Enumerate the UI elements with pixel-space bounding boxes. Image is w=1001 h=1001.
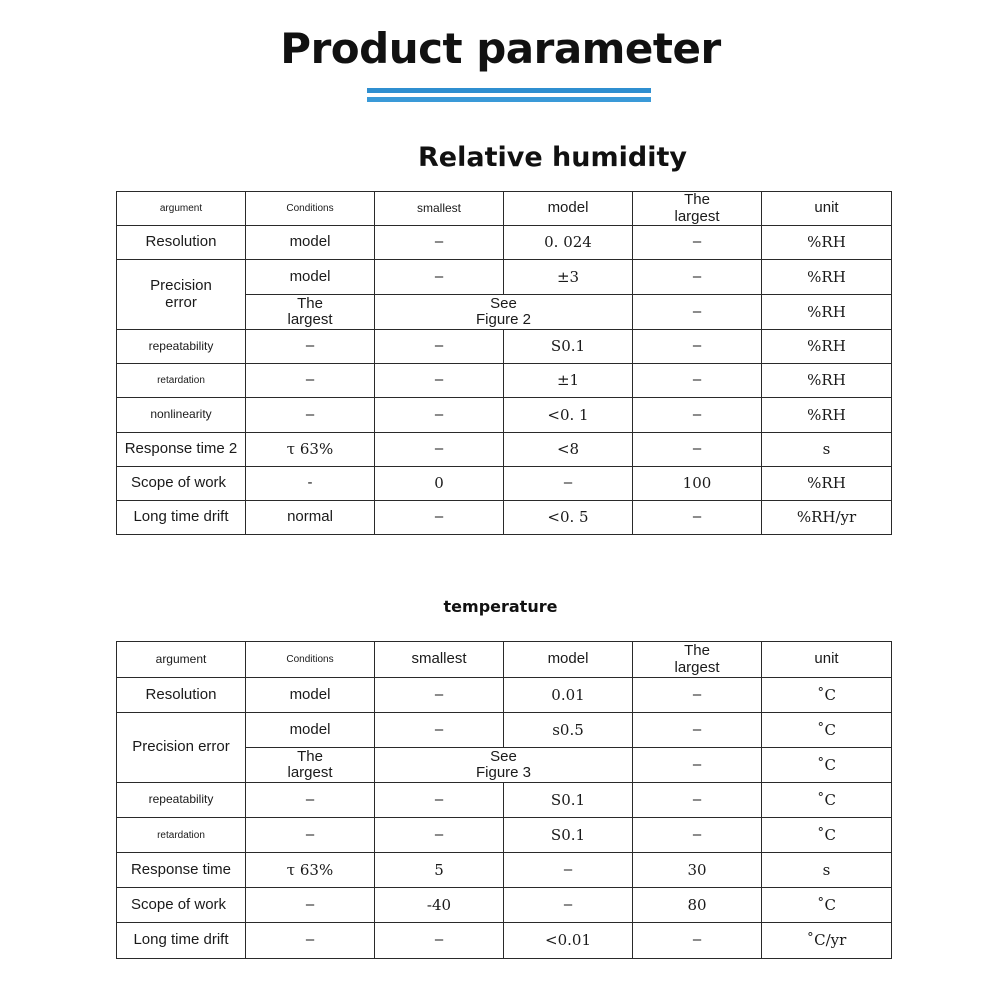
- cell-unit: %RH: [762, 364, 892, 398]
- cell-unit: ˚C: [762, 783, 892, 818]
- table-row: [117, 330, 892, 364]
- table-row: [117, 260, 892, 295]
- cell-unit: %RH: [762, 260, 892, 295]
- header-largest: The largest: [633, 642, 762, 678]
- cell-argument: Scope of work: [117, 888, 246, 923]
- table-row: [117, 226, 892, 260]
- cell-argument: Precision error: [117, 713, 246, 783]
- cell-conditions: model: [246, 260, 375, 295]
- cell-conditions: The largest: [246, 295, 375, 330]
- header-conditions: Conditions: [246, 642, 375, 678]
- title-underline-bar: [367, 88, 651, 93]
- cell-argument: Scope of work: [117, 467, 246, 501]
- cell-model: –: [504, 888, 633, 923]
- title-underline-bar: [367, 97, 651, 102]
- cell-conditions: –: [246, 818, 375, 853]
- cell-conditions: model: [246, 713, 375, 748]
- cell-unit: ˚C/yr: [762, 923, 892, 959]
- cell-unit: %RH: [762, 295, 892, 330]
- cell-largest: –: [633, 748, 762, 783]
- cell-smallest: –: [375, 783, 504, 818]
- header-conditions: Conditions: [246, 192, 375, 226]
- temperature-table: [116, 641, 892, 959]
- cell-smallest: –: [375, 678, 504, 713]
- cell-conditions: –: [246, 398, 375, 433]
- cell-largest: –: [633, 226, 762, 260]
- cell-model: –: [504, 467, 633, 501]
- cell-conditions: model: [246, 226, 375, 260]
- cell-smallest: –: [375, 433, 504, 467]
- cell-argument: Resolution: [117, 678, 246, 713]
- cell-smallest: –: [375, 260, 504, 295]
- cell-conditions: τ 63%: [246, 433, 375, 467]
- cell-largest: –: [633, 713, 762, 748]
- cell-largest: –: [633, 923, 762, 959]
- cell-unit: ˚C: [762, 818, 892, 853]
- cell-smallest: –: [375, 713, 504, 748]
- rh-table: [116, 191, 892, 535]
- cell-model: ±3: [504, 260, 633, 295]
- cell-conditions: –: [246, 888, 375, 923]
- cell-smallest: –: [375, 398, 504, 433]
- cell-model: S0.1: [504, 330, 633, 364]
- cell-conditions: The largest: [246, 748, 375, 783]
- cell-argument: repeatability: [117, 330, 246, 364]
- cell-argument: Response time 2: [117, 433, 246, 467]
- cell-unit: %RH/yr: [762, 501, 892, 535]
- cell-model: 0.01: [504, 678, 633, 713]
- cell-conditions: τ 63%: [246, 853, 375, 888]
- cell-largest: –: [633, 330, 762, 364]
- cell-model: S0.1: [504, 783, 633, 818]
- cell-largest: 80: [633, 888, 762, 923]
- header-argument: argument: [117, 192, 246, 226]
- cell-smallest: -40: [375, 888, 504, 923]
- table-header-row: [117, 192, 892, 226]
- cell-see-figure: See Figure 3: [375, 748, 633, 783]
- table-row: [117, 783, 892, 818]
- rh-section-title: Relative humidity: [418, 142, 687, 173]
- cell-model: –: [504, 853, 633, 888]
- cell-smallest: –: [375, 226, 504, 260]
- table-row: [117, 853, 892, 888]
- cell-conditions: –: [246, 923, 375, 959]
- cell-unit: s: [762, 433, 892, 467]
- cell-smallest: –: [375, 923, 504, 959]
- cell-smallest: –: [375, 818, 504, 853]
- cell-unit: ˚C: [762, 888, 892, 923]
- cell-smallest: –: [375, 364, 504, 398]
- cell-unit: %RH: [762, 330, 892, 364]
- cell-argument: retardation: [117, 364, 246, 398]
- cell-model: <0. 1: [504, 398, 633, 433]
- table-row: [117, 501, 892, 535]
- cell-largest: 100: [633, 467, 762, 501]
- header-largest: The largest: [633, 192, 762, 226]
- header-model: model: [504, 642, 633, 678]
- cell-model: S0.1: [504, 818, 633, 853]
- header-unit: unit: [762, 642, 892, 678]
- header-model: model: [504, 192, 633, 226]
- cell-argument: Long time drift: [117, 501, 246, 535]
- cell-model: <0.01: [504, 923, 633, 959]
- cell-unit: ˚C: [762, 678, 892, 713]
- table-header-row: [117, 642, 892, 678]
- cell-unit: ˚C: [762, 713, 892, 748]
- cell-argument: Response time: [117, 853, 246, 888]
- cell-model: <8: [504, 433, 633, 467]
- page-title: Product parameter: [280, 24, 721, 73]
- cell-model: s0.5: [504, 713, 633, 748]
- cell-argument: Long time drift: [117, 923, 246, 959]
- cell-largest: –: [633, 501, 762, 535]
- title-underline: [367, 86, 651, 104]
- cell-argument: Resolution: [117, 226, 246, 260]
- cell-largest: –: [633, 783, 762, 818]
- table-row: [117, 678, 892, 713]
- header-smallest: smallest: [375, 642, 504, 678]
- cell-model: 0. 024: [504, 226, 633, 260]
- temperature-section-title: temperature: [443, 597, 558, 616]
- cell-largest: –: [633, 364, 762, 398]
- cell-unit: %RH: [762, 398, 892, 433]
- cell-largest: –: [633, 260, 762, 295]
- cell-model: ±1: [504, 364, 633, 398]
- cell-largest: –: [633, 433, 762, 467]
- cell-unit: ˚C: [762, 748, 892, 783]
- cell-conditions: –: [246, 330, 375, 364]
- cell-unit: %RH: [762, 226, 892, 260]
- table-row: [117, 433, 892, 467]
- cell-argument: retardation: [117, 818, 246, 853]
- table-row: [117, 364, 892, 398]
- table-row: [117, 467, 892, 501]
- header-argument: argument: [117, 642, 246, 678]
- cell-largest: –: [633, 818, 762, 853]
- cell-conditions: normal: [246, 501, 375, 535]
- cell-largest: –: [633, 678, 762, 713]
- cell-largest: –: [633, 398, 762, 433]
- cell-see-figure: See Figure 2: [375, 295, 633, 330]
- table-row: [117, 888, 892, 923]
- table-row: [117, 818, 892, 853]
- table-row: [117, 398, 892, 433]
- cell-smallest: 5: [375, 853, 504, 888]
- header-smallest: smallest: [375, 192, 504, 226]
- cell-argument: Precision error: [117, 260, 246, 330]
- cell-conditions: –: [246, 783, 375, 818]
- table-row: [117, 923, 892, 959]
- cell-conditions: –: [246, 364, 375, 398]
- cell-smallest: –: [375, 501, 504, 535]
- cell-largest: 30: [633, 853, 762, 888]
- cell-unit: s: [762, 853, 892, 888]
- cell-conditions: model: [246, 678, 375, 713]
- cell-argument: nonlinearity: [117, 398, 246, 433]
- cell-model: <0. 5: [504, 501, 633, 535]
- cell-smallest: –: [375, 330, 504, 364]
- cell-largest: –: [633, 295, 762, 330]
- cell-conditions: -: [246, 467, 375, 501]
- cell-smallest: 0: [375, 467, 504, 501]
- cell-unit: %RH: [762, 467, 892, 501]
- table-row: [117, 713, 892, 748]
- cell-argument: repeatability: [117, 783, 246, 818]
- header-unit: unit: [762, 192, 892, 226]
